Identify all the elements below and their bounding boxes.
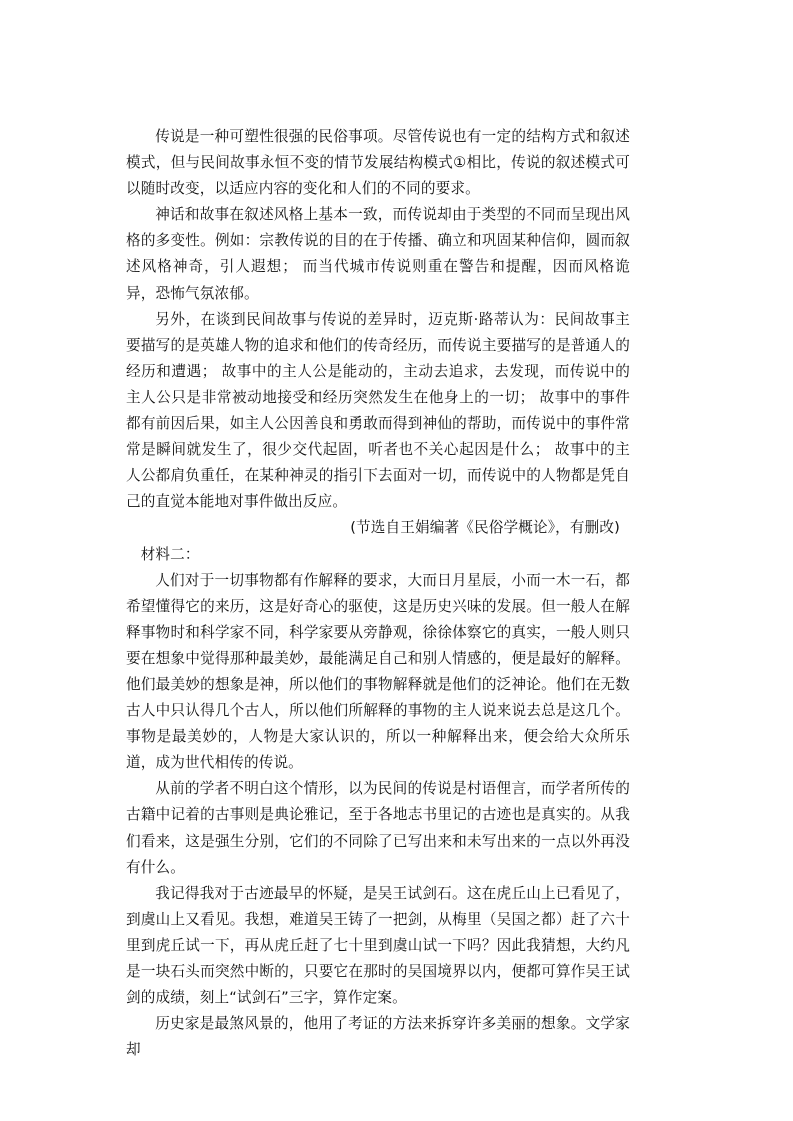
paragraph-folktale-difference: 另外，在谈到民间故事与传说的差异时，迈克斯·路蒂认为：民间故事主要描写的是英雄人物的追求和他们的传奇经历，而传说主要描写的是普通人的经历和遭遇； 故事中的主人公是能动的，主动去追求，去发现，而传说中的主人公只是非常被动地接受和经历突然发生在他身上的一切； 故事中的事件都有前因后果，如主人公因善良和勇敢而得到神仙的帮助，而传说中的事件常常是瞬间就发生了，很少交代起固，听者也不关心起因是什么； 故事中的主人公都肩负重任，在某种神灵的指引下去面对一切，而传说中的人物都是凭自己的直觉本能地对事件做出反应。 [126,310,630,511]
paragraph-scholars-view: 从前的学者不明白这个情形，以为民间的传说是村语俚言，而学者所传的古籍中记着的古事则是典论雅记，至于各地志书里记的古迹也是真实的。从我们看来，这是强生分别，它们的不同除了已写出来和未写出来的一点以外再没有什么。 [126,780,630,876]
paragraph-explanation-need: 人们对于一切事物都有作解释的要求，大而日月星辰，小而一木一石，都希望懂得它的来历，这是好奇心的驱使，这是历史兴味的发展。但一般人在解释事物时和科学家不同，科学家要从旁静观，徐徐体察它的真实，一般人则只要在想象中觉得那种最美妙，最能满足自己和别人情感的，便是最好的解释。他们最美妙的想象是神，所以他们的事物解释就是他们的泛神论。他们在无数古人中只认得几个古人，所以他们所解释的事物的主人说来说去总是这几个。事物是最美妙的，人物是大家认识的，所以一种解释出来，便会给大众所乐道，成为世代相传的传说。 [126,571,630,772]
paragraph-sword-stone: 我记得我对于古迹最早的怀疑，是吴王试剑石。这在虎丘山上已看见了，到虞山上又看见。我想，难道吴王铸了一把剑，从梅里（吴国之都）赶了六十里到虎丘试一下，再从虎丘赶了七十里到虞山试一下吗？因此我猜想，大约凡是一块石头而突然中断的，只要它在那时的吴国境界以内，便都可算作吴王试剑的成绩，刻上“试剑石”三字，算作定案。 [126,884,630,1007]
body-text [126,124,630,1063]
paragraph-legend-flexibility: 传说是一种可塑性很强的民俗事项。尽管传说也有一定的结构方式和叙述模式，但与民间故事永恒不变的情节发展结构模式①相比，传说的叙述模式可以随时改变，以适应内容的变化和人们的不同的要求。 [126,128,630,198]
paragraph-historian: 历史家是最煞风景的，他用了考证的方法来拆穿许多美丽的想象。文学家却 [126,1015,630,1059]
paragraph-style-variation: 神话和故事在叙述风格上基本一致，而传说却由于类型的不同而呈现出风格的多变性。例如：宗教传说的目的在于传播、确立和巩固某种信仰，圆而叙述风格神奇，引人遐想； 而当代城市传说则重在警告和提醒，因而风格诡异，恐怖气氛浓郁。 [126,206,630,302]
source-note: (节选自王娟编著《民俗学概论》，有删改) [350,519,620,537]
section-label-material-two: 材料二： [140,545,200,563]
